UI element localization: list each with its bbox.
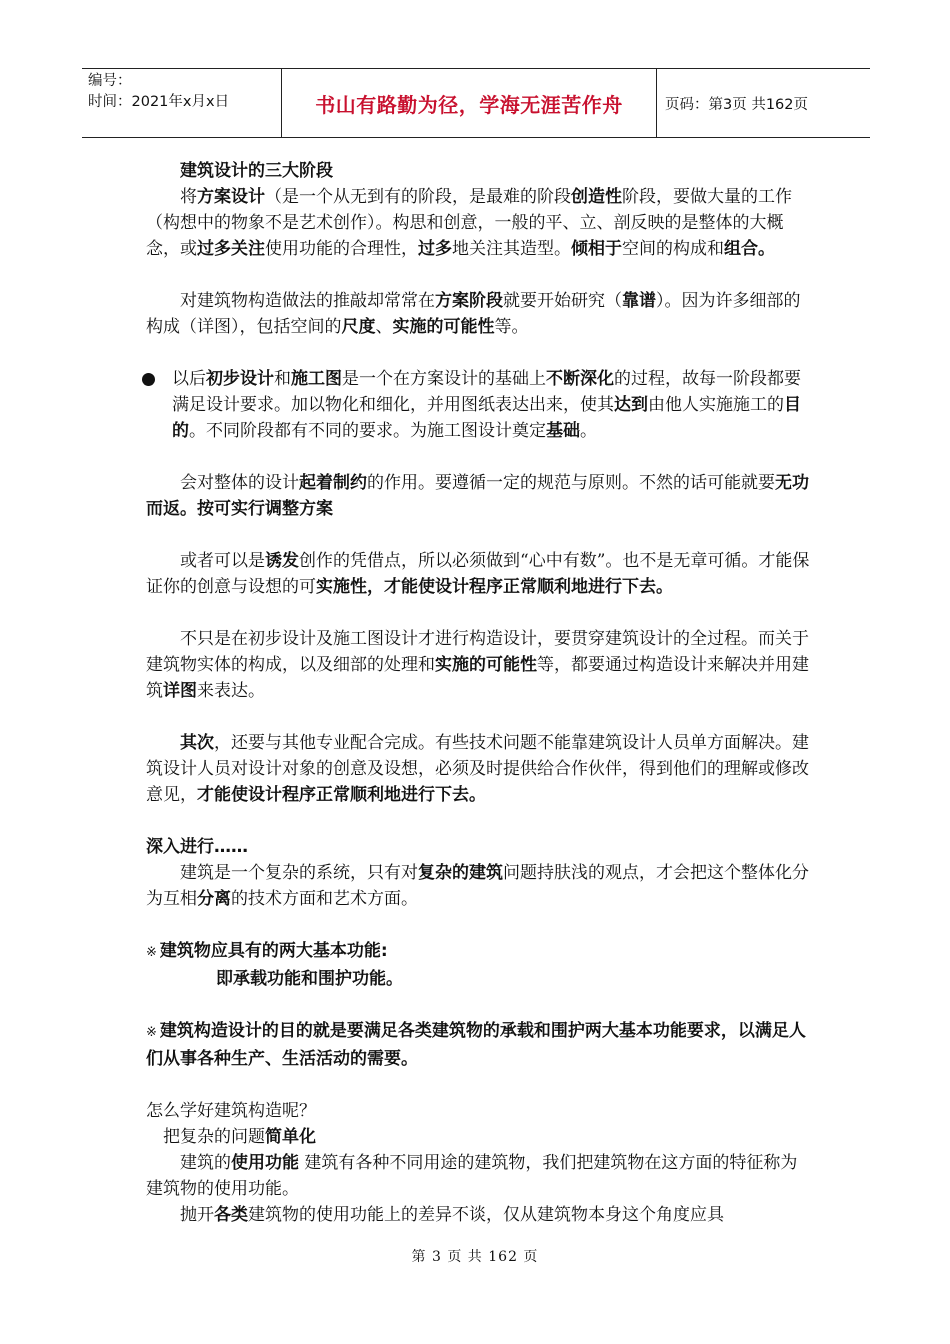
- note-mark-icon: ※: [146, 1025, 157, 1040]
- tip-simplify: 把复杂的问题简单化: [163, 1127, 316, 1147]
- page-header: [82, 68, 870, 138]
- number-label: 编号：: [88, 73, 132, 89]
- note-two-functions: ※ 建筑物应具有的两大基本功能:: [146, 941, 388, 961]
- paragraph-inspiration: 或者可以是诱发创作的凭借点，所以必须做到“心中有数”。也不是无章可循。才能保证你的创意与设想的可实施性，才能使设计程序正常顺利地进行下去。: [146, 551, 810, 597]
- paragraph-whole-process: 不只是在初步设计及施工图设计才进行构造设计，要贯穿建筑设计的全过程。而关于建筑物实体的构成，以及细部的处理和实施的可能性等，都要通过构造设计来解决并用建筑详图来表达。: [146, 629, 809, 701]
- bullet-icon: [142, 373, 155, 386]
- note-two-functions-detail: 即承载功能和围护功能。: [216, 969, 403, 989]
- paragraph-scheme-design: 将方案设计（是一个从无到有的阶段，是最难的阶段创造性阶段，要做大量的工作（构想中的物象不是艺术创作）。构思和创意，一般的平、立、剖反映的是整体的大概念，或过多关注使用功能的合理性，过多地关注其造型。倾相于空间的构成和组合。: [146, 187, 792, 259]
- section-title-deepen: 深入进行……: [146, 837, 248, 857]
- header-motto: 书山有路勤为径，学海无涯苦作舟: [282, 69, 657, 137]
- header-meta: [82, 69, 282, 137]
- note-mark-icon: ※: [146, 945, 157, 960]
- note-purpose: ※ 建筑构造设计的目的就是要满足各类建筑物的承载和围护两大基本功能要求，以满足人们从事各种生产、生活活动的需要。: [146, 1021, 806, 1069]
- page-footer: 第 3 页 共 162 页: [411, 1249, 539, 1265]
- paragraph-constraint: 会对整体的设计起着制约的作用。要遵循一定的规范与原则。不然的话可能就要无功而返。按可实行调整方案: [146, 473, 809, 519]
- document-body: [146, 158, 812, 1228]
- paragraph-complex-system: 建筑是一个复杂的系统，只有对复杂的建筑问题持肤浅的观点，才会把这个整体化分为互相分离的技术方面和艺术方面。: [146, 863, 809, 909]
- paragraph-building-itself: 抛开各类建筑物的使用功能上的差异不谈，仅从建筑物本身这个角度应具: [180, 1205, 724, 1225]
- header-page-code: 页码：第3页 共162页: [665, 96, 809, 113]
- bullet-paragraph-deepening: 以后初步设计和施工图是一个在方案设计的基础上不断深化的过程，故每一阶段都要满足设计要求。加以物化和细化，并用图纸表达出来，使其达到由他人实施施工的目的。不同阶段都有不同的要求。为施工图设计奠定基础。: [146, 366, 812, 444]
- paragraph-construction-study: 对建筑物构造做法的推敲却常常在方案阶段就要开始研究（靠谱）。因为许多细部的构成（详图），包括空间的尺度、实施的可能性等。: [146, 291, 801, 337]
- time-label: 时间：2021年x月x日: [88, 94, 230, 110]
- section-title-stages: 建筑设计的三大阶段: [180, 161, 333, 181]
- question-how-to-learn: 怎么学好建筑构造呢？: [146, 1101, 316, 1121]
- paragraph-use-function: 建筑的使用功能 建筑有各种不同用途的建筑物，我们把建筑物在这方面的特征称为建筑物的使用功能。: [146, 1153, 798, 1199]
- paragraph-cooperation: 其次，还要与其他专业配合完成。有些技术问题不能靠建筑设计人员单方面解决。建筑设计人员对设计对象的创意及设想，必须及时提供给合作伙伴，得到他们的理解或修改意见，才能使设计程序正常顺利地进行下去。: [146, 733, 809, 805]
